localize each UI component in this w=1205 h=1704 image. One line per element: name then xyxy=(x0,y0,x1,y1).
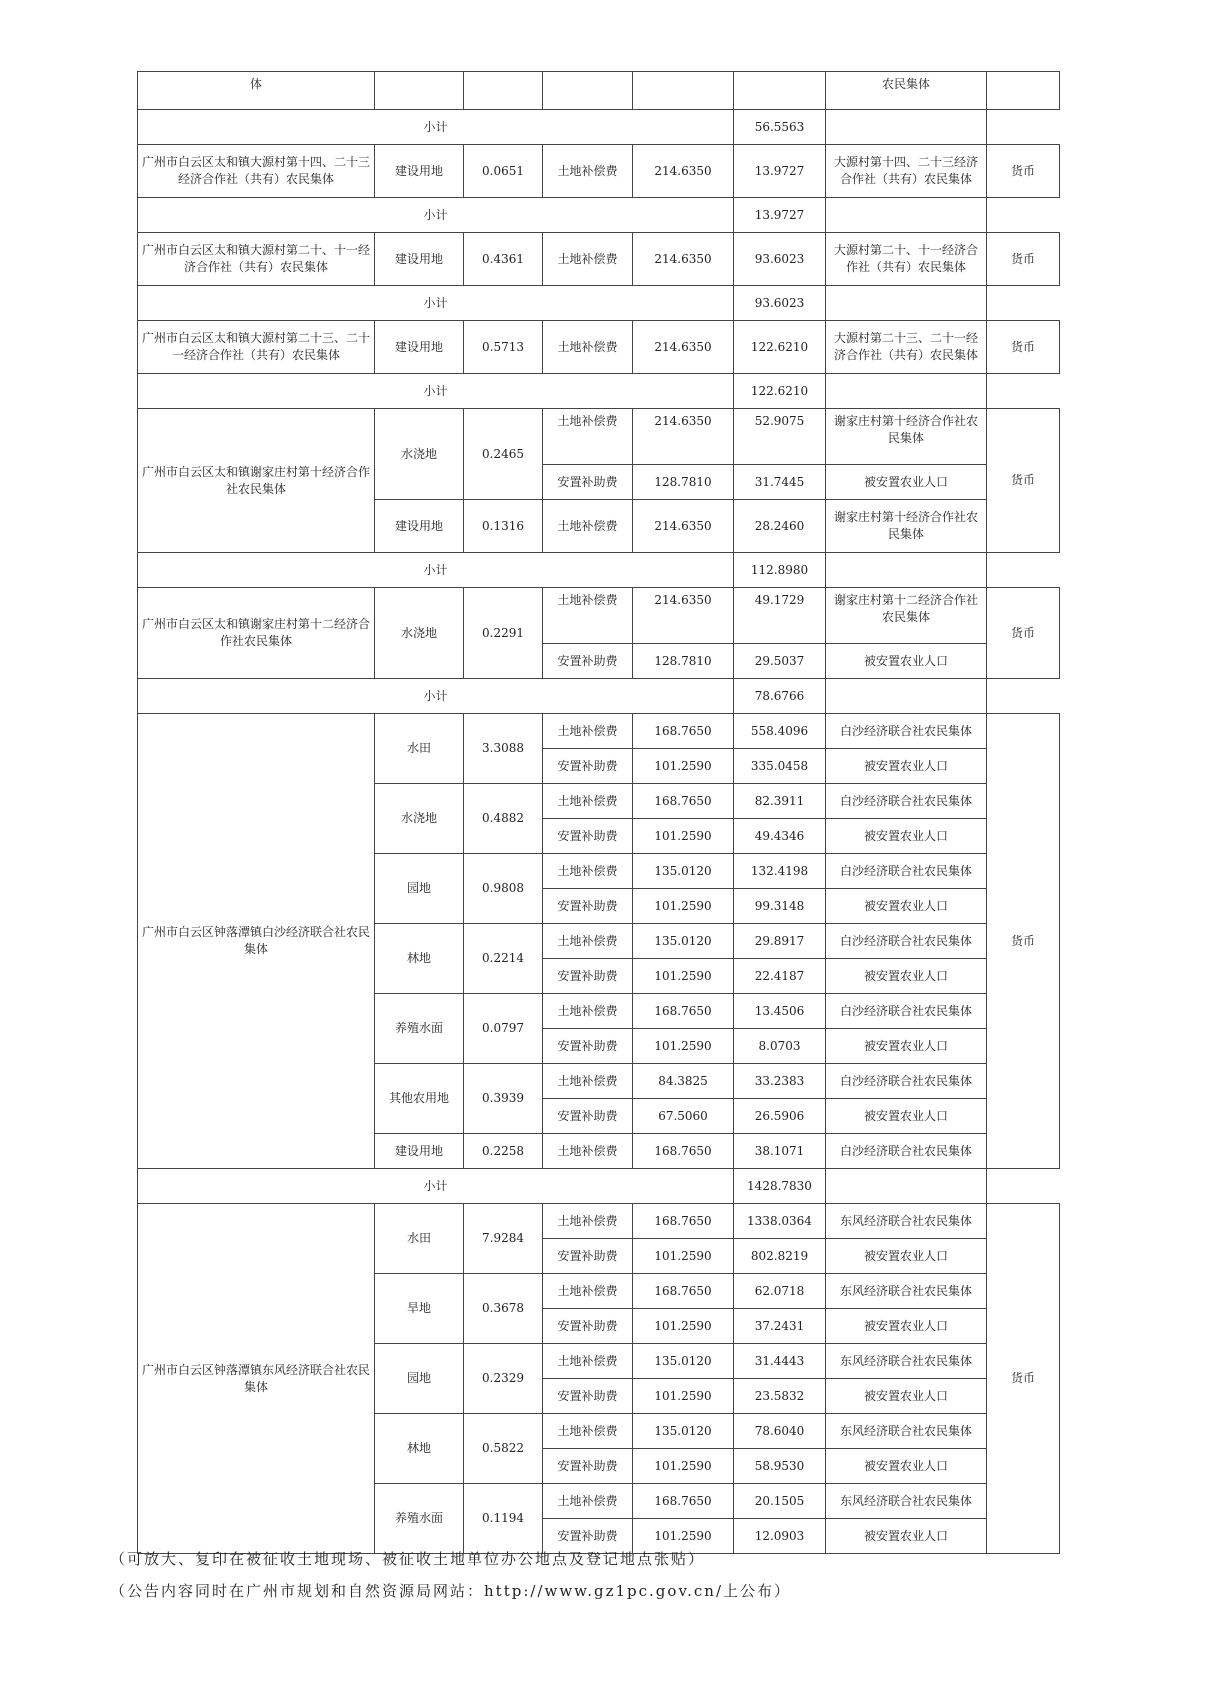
fee-type-cell: 土地补偿费 xyxy=(543,784,633,819)
table-row xyxy=(138,72,1060,110)
standard-cell: 101.2590 xyxy=(633,959,734,994)
area-cell: 0.4882 xyxy=(464,784,543,854)
fee-type-cell: 安置补助费 xyxy=(543,749,633,784)
recipient-cell: 被安置农业人口 xyxy=(826,1379,987,1414)
area-cell: 7.9284 xyxy=(464,1204,543,1274)
amount-cell: 49.1729 xyxy=(734,588,826,644)
table-row xyxy=(138,233,1060,286)
land-type-cell: 旱地 xyxy=(375,1274,464,1344)
amount-cell: 29.8917 xyxy=(734,924,826,959)
owner-cell: 广州市白云区钟落潭镇东风经济联合社农民集体 xyxy=(138,1204,375,1554)
standard-cell: 101.2590 xyxy=(633,1379,734,1414)
fee-type-cell: 安置补助费 xyxy=(543,1379,633,1414)
amount-cell: 12.0903 xyxy=(734,1519,826,1554)
table-row xyxy=(138,321,1060,374)
area-cell: 0.0651 xyxy=(464,145,543,198)
standard-cell: 84.3825 xyxy=(633,1064,734,1099)
fee-type-cell: 土地补偿费 xyxy=(543,714,633,749)
subtotal-row xyxy=(138,374,1060,409)
subtotal-amount: 112.8980 xyxy=(734,553,826,588)
recipient-cell: 白沙经济联合社农民集体 xyxy=(826,854,987,889)
standard-cell: 101.2590 xyxy=(633,1239,734,1274)
standard-cell: 101.2590 xyxy=(633,819,734,854)
recipient-cell: 大源村第二十、十一经济合作社（共有）农民集体 xyxy=(826,233,987,286)
subtotal-row xyxy=(138,198,1060,233)
standard-cell: 101.2590 xyxy=(633,1309,734,1344)
area-cell: 0.2291 xyxy=(464,588,543,679)
footer-note-posting: （可放大、复印在被征收土地现场、被征收土地单位办公地点及登记地点张贴） xyxy=(110,1550,706,1568)
recipient-cell: 东风经济联合社农民集体 xyxy=(826,1274,987,1309)
fee-type-cell: 土地补偿费 xyxy=(543,409,633,465)
land-type-cell: 林地 xyxy=(375,924,464,994)
amount-cell: 99.3148 xyxy=(734,889,826,924)
subtotal-label: 小计 xyxy=(138,553,734,588)
owner-cell: 广州市白云区太和镇大源村第十四、二十三经济合作社（共有）农民集体 xyxy=(138,145,375,198)
amount-cell: 38.1071 xyxy=(734,1134,826,1169)
fee-type-cell: 土地补偿费 xyxy=(543,854,633,889)
recipient-cell: 谢家庄村第十经济合作社农民集体 xyxy=(826,500,987,553)
recipient-cell: 白沙经济联合社农民集体 xyxy=(826,714,987,749)
amount-cell: 22.4187 xyxy=(734,959,826,994)
amount-cell: 13.4506 xyxy=(734,994,826,1029)
fee-type-cell: 安置补助费 xyxy=(543,1099,633,1134)
recipient-cell: 谢家庄村第十经济合作社农民集体 xyxy=(826,409,987,465)
fee-type-cell: 安置补助费 xyxy=(543,1449,633,1484)
area-cell: 3.3088 xyxy=(464,714,543,784)
fee-type-cell: 土地补偿费 xyxy=(543,1344,633,1379)
standard-cell: 101.2590 xyxy=(633,1449,734,1484)
standard-cell: 135.0120 xyxy=(633,854,734,889)
fee-type-cell: 安置补助费 xyxy=(543,1519,633,1554)
owner-cell: 广州市白云区太和镇谢家庄村第十经济合作社农民集体 xyxy=(138,409,375,553)
amount-cell: 8.0703 xyxy=(734,1029,826,1064)
subtotal-row xyxy=(138,679,1060,714)
subtotal-amount: 122.6210 xyxy=(734,374,826,409)
standard-cell: 168.7650 xyxy=(633,1134,734,1169)
compensation-table xyxy=(137,71,1060,1554)
fee-type-cell: 土地补偿费 xyxy=(543,994,633,1029)
payment-cell: 货币 xyxy=(987,233,1060,286)
recipient-cell: 东风经济联合社农民集体 xyxy=(826,1204,987,1239)
subtotal-amount: 56.5563 xyxy=(734,110,826,145)
recipient-cell: 东风经济联合社农民集体 xyxy=(826,1414,987,1449)
recipient-cell: 东风经济联合社农民集体 xyxy=(826,1484,987,1519)
amount-cell: 28.2460 xyxy=(734,500,826,553)
recipient-cell: 被安置农业人口 xyxy=(826,749,987,784)
fee-type-cell: 安置补助费 xyxy=(543,644,633,679)
subtotal-label: 小计 xyxy=(138,286,734,321)
amount-cell: 78.6040 xyxy=(734,1414,826,1449)
table-row xyxy=(138,588,1060,644)
amount-cell: 132.4198 xyxy=(734,854,826,889)
table-row xyxy=(138,145,1060,198)
amount-cell: 31.7445 xyxy=(734,465,826,500)
subtotal-amount: 13.9727 xyxy=(734,198,826,233)
fee-type-cell: 安置补助费 xyxy=(543,1029,633,1064)
amount-cell: 558.4096 xyxy=(734,714,826,749)
amount-cell: 52.9075 xyxy=(734,409,826,465)
land-type-cell: 水浇地 xyxy=(375,588,464,679)
recipient-cell: 农民集体 xyxy=(826,72,987,110)
table-row xyxy=(138,1204,1060,1239)
amount-cell: 20.1505 xyxy=(734,1484,826,1519)
payment-cell: 货币 xyxy=(987,588,1060,679)
amount-cell: 26.5906 xyxy=(734,1099,826,1134)
subtotal-row xyxy=(138,1169,1060,1204)
subtotal-label: 小计 xyxy=(138,110,734,145)
subtotal-row xyxy=(138,553,1060,588)
land-type-cell: 园地 xyxy=(375,854,464,924)
fee-type-cell: 土地补偿费 xyxy=(543,924,633,959)
amount-cell: 49.4346 xyxy=(734,819,826,854)
subtotal-label: 小计 xyxy=(138,198,734,233)
recipient-cell: 被安置农业人口 xyxy=(826,644,987,679)
payment-cell: 货币 xyxy=(987,145,1060,198)
fee-type-cell: 安置补助费 xyxy=(543,819,633,854)
standard-cell: 214.6350 xyxy=(633,500,734,553)
recipient-cell: 被安置农业人口 xyxy=(826,1239,987,1274)
area-cell: 0.0797 xyxy=(464,994,543,1064)
standard-cell: 214.6350 xyxy=(633,145,734,198)
recipient-cell: 白沙经济联合社农民集体 xyxy=(826,1134,987,1169)
standard-cell: 168.7650 xyxy=(633,994,734,1029)
owner-cell: 广州市白云区太和镇谢家庄村第十二经济合作社农民集体 xyxy=(138,588,375,679)
fee-type-cell: 土地补偿费 xyxy=(543,588,633,644)
standard-cell: 168.7650 xyxy=(633,714,734,749)
fee-type-cell: 土地补偿费 xyxy=(543,1134,633,1169)
standard-cell: 101.2590 xyxy=(633,1519,734,1554)
land-type-cell: 建设用地 xyxy=(375,1134,464,1169)
fee-type-cell: 土地补偿费 xyxy=(543,1274,633,1309)
area-cell: 0.9808 xyxy=(464,854,543,924)
land-type-cell: 园地 xyxy=(375,1344,464,1414)
amount-cell: 82.3911 xyxy=(734,784,826,819)
recipient-cell: 被安置农业人口 xyxy=(826,959,987,994)
land-type-cell: 林地 xyxy=(375,1414,464,1484)
amount-cell: 58.9530 xyxy=(734,1449,826,1484)
recipient-cell: 白沙经济联合社农民集体 xyxy=(826,994,987,1029)
recipient-cell: 大源村第十四、二十三经济合作社（共有）农民集体 xyxy=(826,145,987,198)
recipient-cell: 白沙经济联合社农民集体 xyxy=(826,784,987,819)
area-cell: 0.2258 xyxy=(464,1134,543,1169)
area-cell: 0.3939 xyxy=(464,1064,543,1134)
payment-cell: 货币 xyxy=(987,409,1060,553)
area-cell: 0.2329 xyxy=(464,1344,543,1414)
land-type-cell: 水田 xyxy=(375,1204,464,1274)
recipient-cell: 谢家庄村第十二经济合作社农民集体 xyxy=(826,588,987,644)
standard-cell: 101.2590 xyxy=(633,889,734,924)
recipient-cell: 被安置农业人口 xyxy=(826,465,987,500)
fee-type-cell: 土地补偿费 xyxy=(543,1484,633,1519)
footer-note-website: （公告内容同时在广州市规划和自然资源局网站：http://www.gz1pc.gov.cn/上公布） xyxy=(110,1582,792,1600)
area-cell: 0.1194 xyxy=(464,1484,543,1554)
amount-cell: 37.2431 xyxy=(734,1309,826,1344)
amount-cell: 1338.0364 xyxy=(734,1204,826,1239)
subtotal-amount: 1428.7830 xyxy=(734,1169,826,1204)
fee-type-cell: 安置补助费 xyxy=(543,889,633,924)
payment-cell: 货币 xyxy=(987,714,1060,1169)
land-type-cell: 水田 xyxy=(375,714,464,784)
standard-cell: 214.6350 xyxy=(633,233,734,286)
amount-cell: 23.5832 xyxy=(734,1379,826,1414)
land-type-cell: 建设用地 xyxy=(375,321,464,374)
payment-cell: 货币 xyxy=(987,321,1060,374)
recipient-cell: 被安置农业人口 xyxy=(826,1099,987,1134)
amount-cell: 93.6023 xyxy=(734,233,826,286)
fee-type-cell: 土地补偿费 xyxy=(543,1204,633,1239)
recipient-cell: 被安置农业人口 xyxy=(826,1029,987,1064)
recipient-cell: 被安置农业人口 xyxy=(826,889,987,924)
fee-type-cell: 土地补偿费 xyxy=(543,145,633,198)
area-cell: 0.5822 xyxy=(464,1414,543,1484)
amount-cell: 122.6210 xyxy=(734,321,826,374)
land-type-cell: 其他农用地 xyxy=(375,1064,464,1134)
area-cell: 0.2465 xyxy=(464,409,543,500)
standard-cell: 101.2590 xyxy=(633,1029,734,1064)
amount-cell: 62.0718 xyxy=(734,1274,826,1309)
recipient-cell: 被安置农业人口 xyxy=(826,819,987,854)
payment-cell: 货币 xyxy=(987,1204,1060,1554)
subtotal-label: 小计 xyxy=(138,1169,734,1204)
standard-cell: 168.7650 xyxy=(633,784,734,819)
recipient-cell: 被安置农业人口 xyxy=(826,1519,987,1554)
standard-cell: 214.6350 xyxy=(633,409,734,465)
subtotal-label: 小计 xyxy=(138,679,734,714)
land-type-cell: 建设用地 xyxy=(375,145,464,198)
standard-cell: 128.7810 xyxy=(633,644,734,679)
table-row xyxy=(138,714,1060,749)
standard-cell: 67.5060 xyxy=(633,1099,734,1134)
fee-type-cell: 土地补偿费 xyxy=(543,321,633,374)
owner-cell: 广州市白云区太和镇大源村第二十、十一经济合作社（共有）农民集体 xyxy=(138,233,375,286)
owner-cell: 广州市白云区太和镇大源村第二十三、二十一经济合作社（共有）农民集体 xyxy=(138,321,375,374)
standard-cell: 168.7650 xyxy=(633,1274,734,1309)
subtotal-amount: 78.6766 xyxy=(734,679,826,714)
fee-type-cell: 土地补偿费 xyxy=(543,233,633,286)
recipient-cell: 白沙经济联合社农民集体 xyxy=(826,1064,987,1099)
fee-type-cell: 土地补偿费 xyxy=(543,500,633,553)
area-cell: 0.5713 xyxy=(464,321,543,374)
amount-cell: 31.4443 xyxy=(734,1344,826,1379)
land-type-cell: 水浇地 xyxy=(375,784,464,854)
standard-cell: 135.0120 xyxy=(633,924,734,959)
standard-cell: 214.6350 xyxy=(633,588,734,644)
area-cell: 0.1316 xyxy=(464,500,543,553)
fee-type-cell: 安置补助费 xyxy=(543,1309,633,1344)
owner-cell: 广州市白云区钟落潭镇白沙经济联合社农民集体 xyxy=(138,714,375,1169)
amount-cell: 802.8219 xyxy=(734,1239,826,1274)
standard-cell: 168.7650 xyxy=(633,1484,734,1519)
subtotal-amount: 93.6023 xyxy=(734,286,826,321)
standard-cell: 128.7810 xyxy=(633,465,734,500)
area-cell: 0.4361 xyxy=(464,233,543,286)
amount-cell: 29.5037 xyxy=(734,644,826,679)
fee-type-cell: 安置补助费 xyxy=(543,1239,633,1274)
land-type-cell: 水浇地 xyxy=(375,409,464,500)
owner-cell: 体 xyxy=(138,72,375,110)
area-cell: 0.2214 xyxy=(464,924,543,994)
recipient-cell: 东风经济联合社农民集体 xyxy=(826,1344,987,1379)
area-cell: 0.3678 xyxy=(464,1274,543,1344)
recipient-cell: 被安置农业人口 xyxy=(826,1449,987,1484)
fee-type-cell: 土地补偿费 xyxy=(543,1414,633,1449)
table-row xyxy=(138,409,1060,465)
standard-cell: 135.0120 xyxy=(633,1344,734,1379)
amount-cell: 33.2383 xyxy=(734,1064,826,1099)
fee-type-cell: 安置补助费 xyxy=(543,959,633,994)
fee-type-cell: 安置补助费 xyxy=(543,465,633,500)
subtotal-label: 小计 xyxy=(138,374,734,409)
standard-cell: 168.7650 xyxy=(633,1204,734,1239)
land-type-cell: 养殖水面 xyxy=(375,994,464,1064)
subtotal-row xyxy=(138,286,1060,321)
land-type-cell: 养殖水面 xyxy=(375,1484,464,1554)
subtotal-row xyxy=(138,110,1060,145)
land-type-cell: 建设用地 xyxy=(375,500,464,553)
amount-cell: 335.0458 xyxy=(734,749,826,784)
recipient-cell: 白沙经济联合社农民集体 xyxy=(826,924,987,959)
land-type-cell: 建设用地 xyxy=(375,233,464,286)
fee-type-cell: 土地补偿费 xyxy=(543,1064,633,1099)
standard-cell: 214.6350 xyxy=(633,321,734,374)
standard-cell: 101.2590 xyxy=(633,749,734,784)
recipient-cell: 被安置农业人口 xyxy=(826,1309,987,1344)
recipient-cell: 大源村第二十三、二十一经济合作社（共有）农民集体 xyxy=(826,321,987,374)
standard-cell: 135.0120 xyxy=(633,1414,734,1449)
amount-cell: 13.9727 xyxy=(734,145,826,198)
